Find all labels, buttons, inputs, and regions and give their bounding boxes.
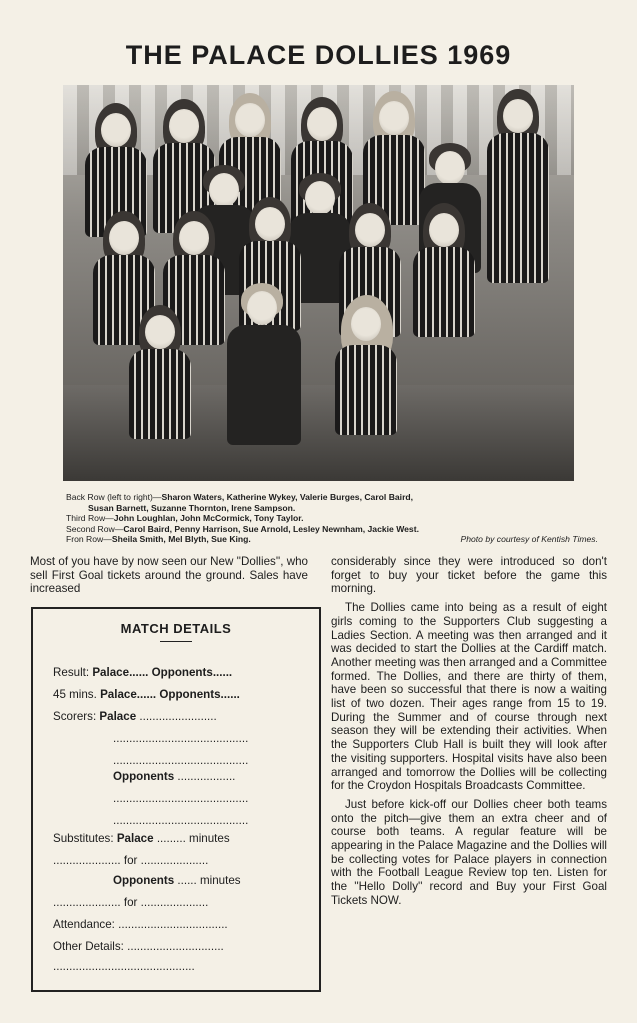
substitutes-opponents-minutes: minutes xyxy=(199,874,241,887)
substitutes-opponents-dots: ...... xyxy=(177,874,197,887)
substitutes-label: Substitutes: xyxy=(53,832,114,845)
caption-second-row-label: Second Row— xyxy=(66,523,124,534)
article-paragraph-1: considerably since they were introduced so don't forget to buy your ticket before the game this morning. xyxy=(331,555,607,596)
scorers-palace-dots: ........................ xyxy=(139,710,217,723)
result-opponents: Opponents...... xyxy=(151,666,233,679)
substitutes-opponents-line xyxy=(113,873,303,889)
substitutes-opponents-for-line xyxy=(53,895,303,911)
photo-caption xyxy=(66,492,606,545)
substitutes-for-dots: ..................... xyxy=(53,854,121,867)
caption-second-row-names: Carol Baird, Penny Harrison, Sue Arnold, Lesley Newnham, Jackie West. xyxy=(123,523,419,534)
caption-back-row-names-2: Susan Barnett, Suzanne Thornton, Irene Sampson. xyxy=(88,502,296,513)
substitutes-opponents-for-label: for xyxy=(123,896,138,909)
caption-back-row xyxy=(66,492,606,503)
substitutes-palace: Palace xyxy=(116,832,154,845)
final-blank-line: ............................................ xyxy=(53,960,195,973)
article-paragraph-3: Just before kick-off our Dollies cheer both teams onto the pitch—give them an extra cheer and of course both teams. A regular feature will be appearing in the Palace Magazine and the Dollies will be collecting votes for Palace players in connection with the Football League Review top ten. Listen for the ''Hello Dolly'' record and Buy your First Goal Tickets NOW. xyxy=(331,797,607,907)
substitutes-line xyxy=(53,831,303,847)
group-photo xyxy=(63,85,574,481)
caption-third-row-label: Third Row— xyxy=(66,513,114,524)
photo-credit: Photo by courtesy of Kentish Times. xyxy=(460,534,598,545)
caption-back-row-cont xyxy=(66,503,606,514)
article-paragraph-2: The Dollies came into being as a result of eight girls coming to the Supporters Club suggesting a Ladies Section. A meeting was then arranged and it was decided to start the Dollies at the Cardiff match. Another meeting was then arranged and a Committee formed. The Dollies, and there are thirty of them, have been so successful that there is now a waiting list of two dozen. Their ages range from 15 to 19. During the Summer and of course through next season they will be extending their activities. When the Supporters Club Hall is built they will look after the visiting supporters. Hospital visits have also been arranged and tomorrow the Dollies will be collecting for the Croydon Hospitals Broadcasts Committee. xyxy=(331,601,607,793)
match-details-title: MATCH DETAILS xyxy=(120,621,232,636)
attendance-line xyxy=(53,917,303,933)
attendance-label: Attendance: xyxy=(53,918,115,931)
scorers-blank-line: .......................................... xyxy=(113,754,249,767)
scorers-blank-line: .......................................... xyxy=(113,792,249,805)
half-time-line xyxy=(53,687,303,703)
result-palace: Palace...... xyxy=(92,666,149,679)
result-label: Result: xyxy=(53,666,90,679)
lead-paragraph: Most of you have by now seen our New ''Dollies'', who sell First Goal tickets around the ground. Sales have increased xyxy=(30,555,308,596)
caption-front-row-names: Sheila Smith, Mel Blyth, Sue King. xyxy=(111,534,251,545)
caption-third-row xyxy=(66,513,606,524)
substitutes-opponents-for-dots-2: ..................... xyxy=(140,896,209,909)
substitutes-for-dots-2: ..................... xyxy=(140,854,209,867)
scorers-blank-line: .......................................... xyxy=(113,732,249,745)
page-title: THE PALACE DOLLIES 1969 xyxy=(125,40,512,70)
caption-third-row-names: John Loughlan, John McCormick, Tony Taylor. xyxy=(113,513,304,524)
caption-back-row-names: Sharon Waters, Katherine Wykey, Valerie Burges, Carol Baird, xyxy=(161,492,414,502)
substitutes-for-line xyxy=(53,853,303,869)
scorers-opponents-dots: .................. xyxy=(177,770,236,783)
half-time-label: 45 mins. xyxy=(53,688,97,701)
title-underline xyxy=(160,641,192,642)
match-details-box xyxy=(31,607,321,992)
substitutes-for-label: for xyxy=(123,854,138,867)
scorers-label: Scorers: xyxy=(53,710,97,723)
caption-back-row-label: Back Row (left to right)— xyxy=(66,492,162,502)
scorers-opponents-label: Opponents xyxy=(113,770,175,783)
scorers-line xyxy=(53,709,303,725)
article-column xyxy=(331,555,607,913)
scorers-palace: Palace xyxy=(99,710,137,723)
caption-second-row xyxy=(66,524,606,535)
substitutes-palace-dots: ......... xyxy=(156,832,186,845)
substitutes-opponents-for-dots: ..................... xyxy=(53,896,121,909)
other-details-label: Other Details: xyxy=(53,940,124,953)
other-details-line xyxy=(53,939,303,955)
result-line xyxy=(53,665,303,681)
caption-front-row-label: Fron Row— xyxy=(66,534,112,545)
substitutes-minutes-label: minutes xyxy=(189,832,230,845)
substitutes-opponents-label: Opponents xyxy=(113,874,175,887)
scorers-opponents-line xyxy=(113,769,303,785)
half-time-opponents: Opponents...... xyxy=(159,688,240,701)
half-time-palace: Palace...... xyxy=(100,688,157,701)
scorers-blank-line: .......................................... xyxy=(113,814,249,827)
other-details-dots: .............................. xyxy=(127,940,224,953)
attendance-dots: .................................. xyxy=(118,918,228,931)
